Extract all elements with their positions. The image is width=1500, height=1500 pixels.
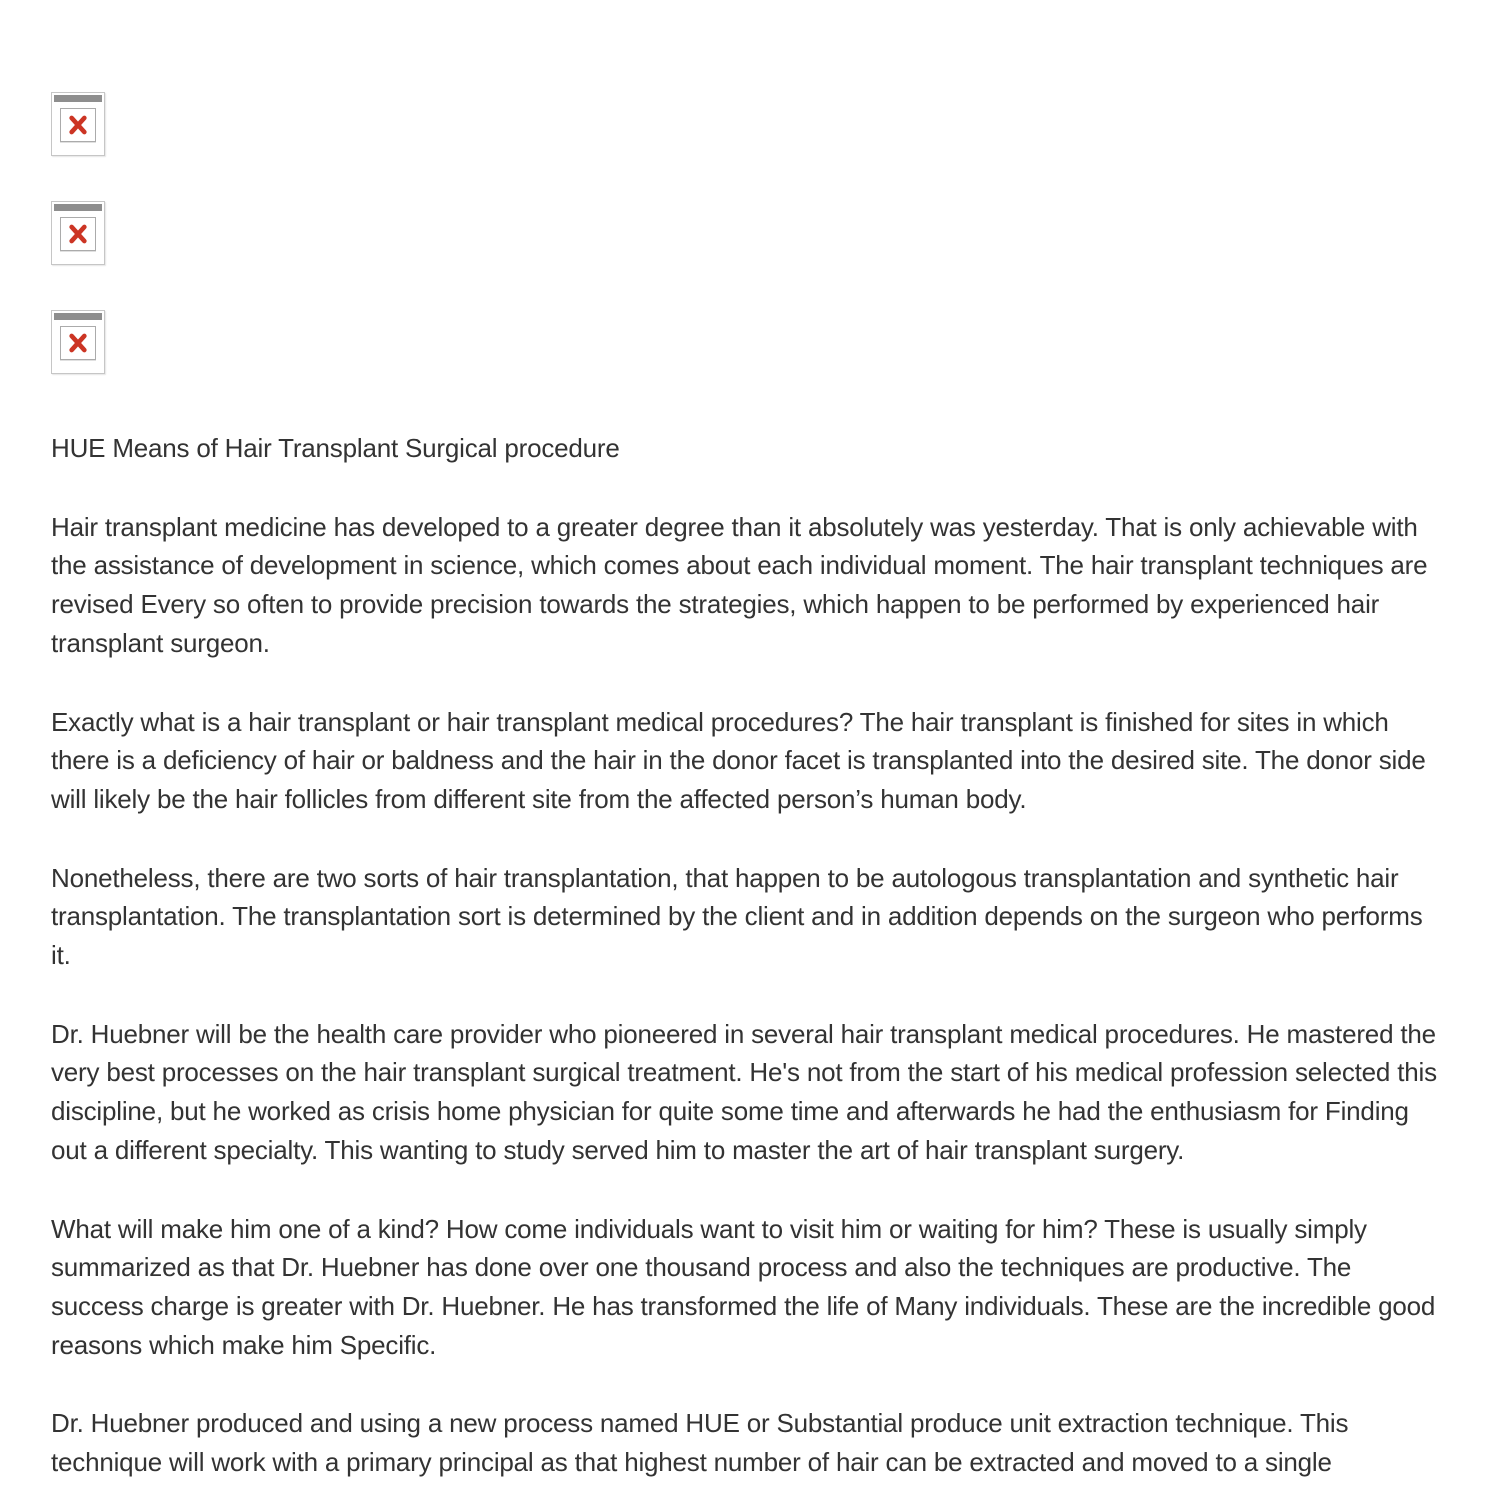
paragraph-dr-huebner: Dr. Huebner will be the health care provider who pioneered in several hair transplant medical procedures. He mastered the very best processes on the hair transplant surgical treatment. He's not from the start of his medical profession selected this discipline, but he worked as crisis home physician for quite some time and afterwards he had the enthusiasm for Finding out a different specialty. This wanting to study served him to master the art of hair transplant surgery.	[51, 1018, 1437, 1165]
broken-image-frame	[60, 108, 96, 142]
red-x-icon	[65, 113, 91, 137]
broken-image-titlebar	[54, 95, 102, 102]
broken-image-frame	[60, 217, 96, 251]
paragraph-intro: Hair transplant medicine has developed to a greater degree than it absolutely was yesterday. That is only achievable with the assistance of development in science, which comes about each individual moment. The hair transplant techniques are revised Every so often to provide precision towards the strategies, which happen to be performed by experienced hair transplant surgeon.	[51, 511, 1428, 658]
broken-image-icon	[51, 201, 105, 265]
paragraph-one-of-a-kind: What will make him one of a kind? How come individuals want to visit him or waiting for him? These is usually simply summarized as that Dr. Huebner has done over one thousand process and also the techniques are productive. The success charge is greater with Dr. Huebner. He has transformed the life of Many individuals. These are the incredible good reasons which make him Specific.	[51, 1213, 1436, 1360]
broken-image-frame	[60, 326, 96, 360]
paragraph-two-sorts: Nonetheless, there are two sorts of hair transplantation, that happen to be autologous transplantation and synthetic hair transplantation. The transplantation sort is determined by the client and in addition depends on the surgeon who performs it.	[51, 862, 1423, 971]
page-title: HUE Means of Hair Transplant Surgical procedure	[51, 433, 620, 463]
red-x-icon	[65, 222, 91, 246]
broken-image-icon	[51, 310, 105, 374]
paragraph-what-is-transplant: Exactly what is a hair transplant or hair transplant medical procedures? The hair transplant is finished for sites in which there is a deficiency of hair or baldness and the hair in the donor facet is transplanted into the desired site. The donor side will likely be the hair follicles from different site from the affected person’s human body.	[51, 706, 1426, 814]
broken-image-titlebar	[54, 313, 102, 320]
red-x-icon	[65, 331, 91, 355]
paragraph-hue-process: Dr. Huebner produced and using a new process named HUE or Substantial produce unit extraction technique. This technique will work with a primary principal as that highest number of hair can be extracted and moved to a single	[51, 1408, 1349, 1478]
broken-image-icon	[51, 92, 105, 156]
broken-image-titlebar	[54, 204, 102, 211]
